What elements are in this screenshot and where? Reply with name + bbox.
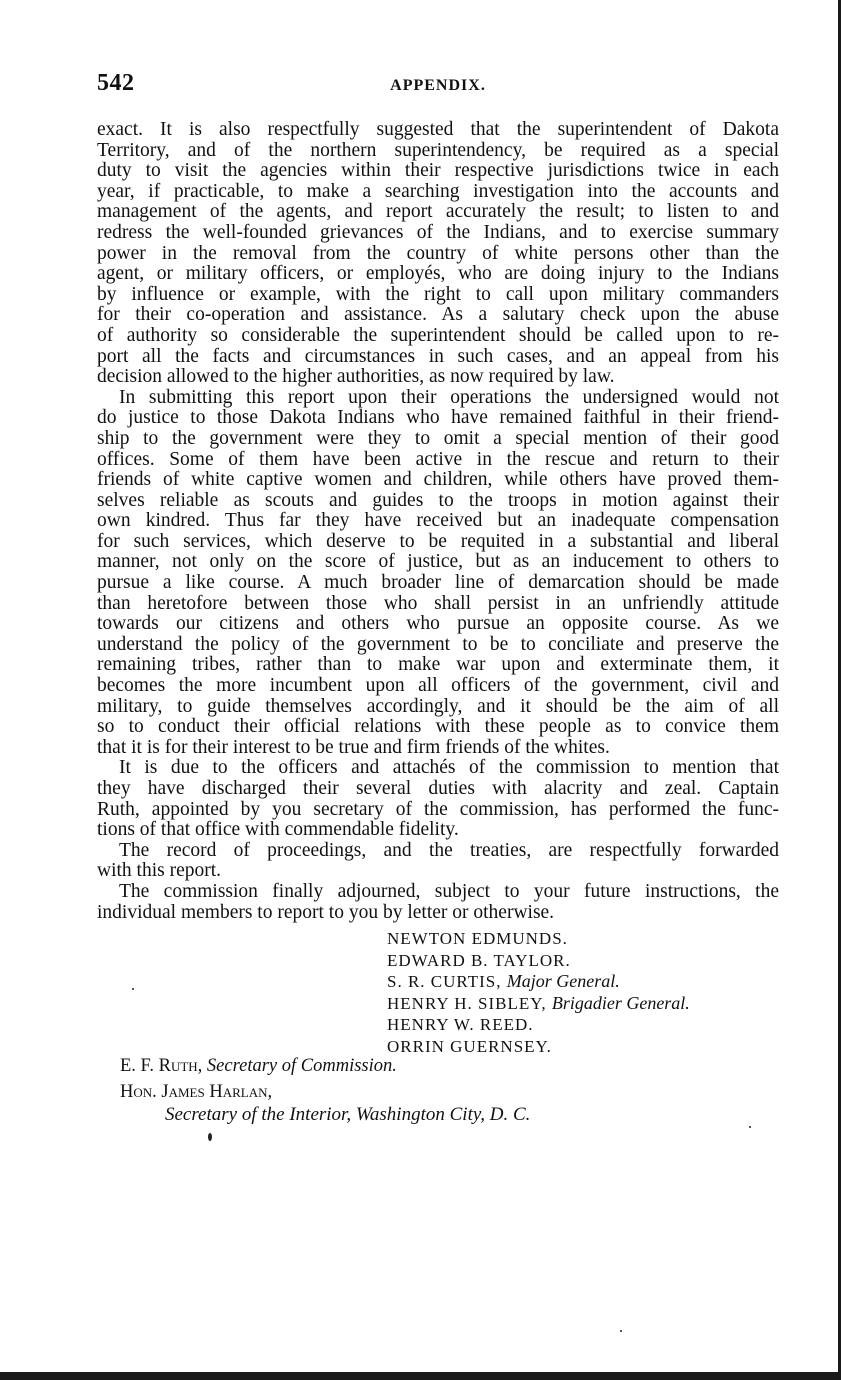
text-line: duty to visit the agencies within their respective jurisdictions twice in each [97, 160, 779, 182]
running-head [97, 70, 779, 100]
text-line: military, to guide themselves accordingly, and it should be the aim of all [97, 695, 779, 717]
text-line: remaining tribes, rather than to make war upon and exterminate them, it [97, 654, 779, 676]
text-line: In submitting this report upon their operations the undersigned would not [119, 386, 779, 408]
text-line: with this report. [97, 860, 222, 882]
addressee-prefix-rest: on. [133, 1082, 162, 1102]
text-line: for such services, which deserve to be requited in a substantial and liberal [97, 530, 779, 552]
page-edge-bottom [0, 1372, 841, 1380]
signatory-name: HENRY H. SIBLEY, [387, 993, 547, 1013]
text-line: offices. Some of them have been active in the rescue and return to their [97, 448, 779, 470]
secretary-surname-initial: R [158, 1056, 171, 1076]
text-line: becomes the more incumbent upon all officers of the government, civil and [97, 675, 779, 697]
addressee-surname-initial: H [209, 1082, 223, 1102]
signatory [387, 950, 787, 972]
text-line: so to conduct their official relations with these people as to convice them [97, 716, 779, 738]
secretary-initials: E. F. [120, 1056, 159, 1076]
text-line: do justice to those Dakota Indians who have remained faithful in their friend- [97, 407, 779, 429]
signatory [387, 993, 787, 1015]
text-line: It is due to the officers and attachés of the commission to mention that [119, 757, 779, 779]
ink-speck [208, 1133, 212, 1141]
text-line: individual members to report to you by letter or otherwise. [97, 901, 555, 923]
signatory-title: Major General. [506, 971, 620, 991]
signatory [387, 971, 787, 993]
text-line: Territory, and of the northern superintendency, be required as a special [97, 139, 779, 161]
text-line: manner, not only on the score of justice, but as an inducement to others to [97, 551, 779, 573]
text-line: exact. It is also respectfully suggested that the superintendent of Dakota [97, 119, 779, 140]
text-line: for their co-operation and assistance. As a salutary check upon the abuse [97, 304, 779, 326]
text-line: tions of that office with commendable fidelity. [97, 819, 459, 841]
signatory-title: Brigadier General. [551, 992, 690, 1013]
text-line: by influence or example, with the right to call upon military commanders [97, 283, 779, 305]
text-line: The commission finally adjourned, subject to your future instructions, the [119, 880, 779, 902]
addressee-name-initial: J [161, 1082, 169, 1102]
ink-speck [749, 1126, 751, 1128]
text-line: towards our citizens and others who pursue an opposite course. As we [97, 613, 779, 635]
secretary-surname-rest: uth [170, 1056, 198, 1076]
text-line: Ruth, appointed by you secretary of the commission, has performed the func- [97, 798, 779, 820]
text-line: they have discharged their several duties with alacrity and zeal. Captain [97, 778, 779, 799]
ink-speck [620, 1330, 622, 1332]
addressee-name [120, 1082, 272, 1103]
text-line: friends of white captive women and children, while others have proved them- [97, 469, 779, 491]
paragraph [97, 882, 779, 923]
signatory-name: ORRIN GUERNSEY. [387, 1036, 552, 1056]
text-line: agent, or military officers, or employés, who are doing injury to the Indians [97, 263, 779, 285]
signatory-name: EDWARD B. TAYLOR. [387, 950, 571, 970]
signatory-name: S. R. CURTIS, [387, 972, 502, 991]
addressee-surname-rest: arlan, [222, 1082, 273, 1102]
text-line: pursue a like course. A much broader line of demarcation should be made [97, 572, 779, 594]
paragraph [97, 120, 779, 388]
signatory [387, 1014, 787, 1036]
secretary-title: , Secretary of Commission. [197, 1056, 397, 1076]
text-line: The record of proceedings, and the treaties, are respectfully forwarded [119, 839, 779, 861]
page-number: 542 [97, 70, 135, 96]
text-line: than heretofore between those who shall persist in an unfriendly attitude [97, 592, 779, 614]
text-line: decision allowed to the higher authorities, as now required by law. [97, 366, 615, 388]
text-line: own kindred. Thus far they have received but an inadequate compensation [97, 510, 779, 532]
running-title: APPENDIX. [390, 77, 486, 94]
text-line: of authority so considerable the superintendent should be called upon to re- [97, 324, 779, 346]
text-line: power in the removal from the country of white persons other than the [97, 242, 779, 264]
addressee-title: Secretary of the Interior, Washington City, D. C. [165, 1104, 531, 1125]
text-line: redress the well-founded grievances of the Indians, and to exercise summary [97, 221, 779, 243]
text-line: year, if practicable, to make a searching investigation into the accounts and [97, 180, 779, 202]
signatory-name: HENRY W. REED. [387, 1015, 534, 1034]
signatory [387, 1036, 787, 1058]
text-line: port all the facts and circumstances in such cases, and an appeal from his [97, 345, 779, 367]
addressee-name-rest: ames [168, 1082, 210, 1102]
signatory [387, 928, 787, 950]
paragraph [97, 758, 779, 840]
paragraph [97, 841, 779, 882]
paragraph [97, 388, 779, 759]
text-line: that it is for their interest to be true and firm friends of the whites. [97, 736, 610, 758]
signatory-name: NEWTON EDMUNDS. [387, 929, 568, 948]
secretary-line [120, 1056, 397, 1077]
body-text [97, 120, 779, 923]
ink-speck [132, 988, 134, 990]
addressee-prefix-initial: H [120, 1082, 134, 1102]
signature-block [387, 928, 787, 1057]
text-line: ship to the government were they to omit a special mention of their good [97, 427, 779, 449]
text-line: management of the agents, and report accurately the result; to listen to and [97, 201, 779, 223]
text-line: understand the policy of the government to be to conciliate and preserve the [97, 633, 779, 655]
text-line: selves reliable as scouts and guides to the troops in motion against their [97, 489, 779, 511]
